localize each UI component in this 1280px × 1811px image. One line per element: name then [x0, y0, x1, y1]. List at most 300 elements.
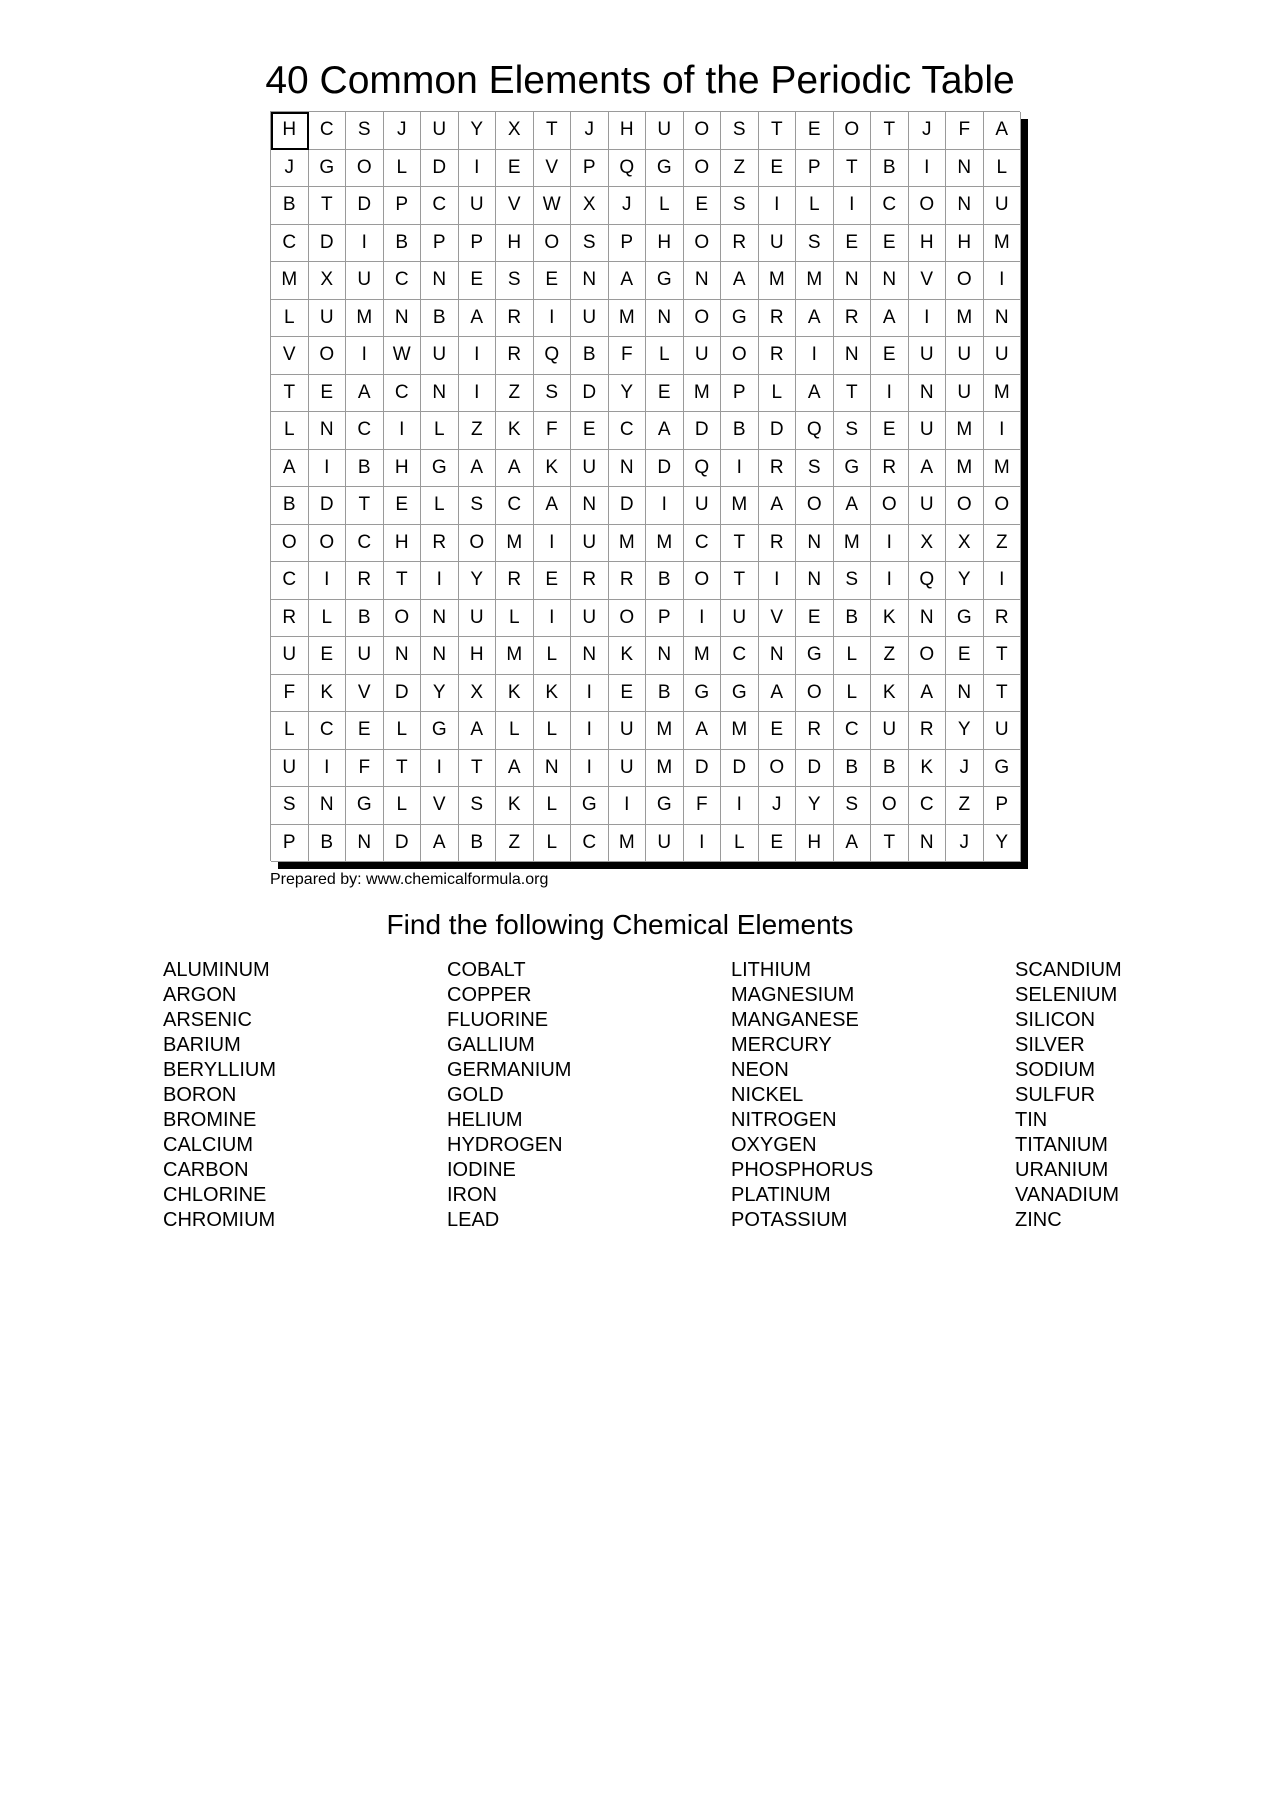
grid-cell[interactable]: M — [496, 525, 534, 563]
grid-cell[interactable]: L — [646, 187, 684, 225]
grid-cell[interactable]: G — [646, 262, 684, 300]
grid-cell[interactable]: A — [646, 412, 684, 450]
grid-cell[interactable]: L — [646, 337, 684, 375]
grid-cell[interactable]: F — [271, 675, 309, 713]
grid-cell[interactable]: U — [684, 487, 722, 525]
grid-cell[interactable]: S — [459, 787, 497, 825]
grid-cell[interactable]: H — [496, 225, 534, 263]
grid-cell[interactable]: Y — [946, 712, 984, 750]
grid-cell[interactable]: B — [459, 825, 497, 863]
grid-cell[interactable]: R — [421, 525, 459, 563]
grid-cell[interactable]: I — [534, 600, 572, 638]
grid-cell[interactable]: F — [609, 337, 647, 375]
grid-cell[interactable]: D — [646, 450, 684, 488]
grid-cell[interactable]: A — [496, 750, 534, 788]
grid-cell[interactable]: E — [609, 675, 647, 713]
grid-cell[interactable]: T — [759, 112, 797, 150]
grid-cell[interactable]: P — [384, 187, 422, 225]
grid-cell[interactable]: C — [834, 712, 872, 750]
grid-cell[interactable]: U — [271, 750, 309, 788]
grid-cell[interactable]: A — [496, 450, 534, 488]
grid-cell[interactable]: I — [346, 225, 384, 263]
grid-cell[interactable]: B — [834, 750, 872, 788]
grid-cell[interactable]: U — [571, 300, 609, 338]
grid-cell[interactable]: P — [609, 225, 647, 263]
grid-cell[interactable]: U — [609, 750, 647, 788]
grid-cell[interactable]: V — [421, 787, 459, 825]
grid-cell[interactable]: I — [534, 525, 572, 563]
grid-cell[interactable]: L — [534, 637, 572, 675]
grid-cell[interactable]: O — [721, 337, 759, 375]
grid-cell[interactable]: C — [684, 525, 722, 563]
grid-cell[interactable]: H — [384, 525, 422, 563]
grid-cell[interactable]: Y — [609, 375, 647, 413]
grid-cell[interactable]: L — [496, 600, 534, 638]
grid-cell[interactable]: N — [946, 187, 984, 225]
grid-cell[interactable]: P — [646, 600, 684, 638]
grid-cell[interactable]: P — [271, 825, 309, 863]
grid-cell[interactable]: J — [609, 187, 647, 225]
grid-cell[interactable]: D — [759, 412, 797, 450]
grid-cell[interactable]: G — [646, 150, 684, 188]
grid-cell[interactable]: D — [309, 225, 347, 263]
grid-cell[interactable]: V — [909, 262, 947, 300]
grid-cell[interactable]: J — [384, 112, 422, 150]
grid-cell[interactable]: G — [721, 675, 759, 713]
grid-cell[interactable]: C — [346, 525, 384, 563]
grid-cell[interactable]: C — [271, 562, 309, 600]
grid-cell[interactable]: D — [571, 375, 609, 413]
grid-cell[interactable]: O — [871, 787, 909, 825]
grid-cell[interactable]: T — [721, 562, 759, 600]
grid-cell[interactable]: V — [346, 675, 384, 713]
grid-cell[interactable]: J — [946, 750, 984, 788]
grid-cell[interactable]: C — [571, 825, 609, 863]
grid-cell[interactable]: L — [984, 150, 1022, 188]
grid-cell[interactable]: L — [421, 412, 459, 450]
grid-cell[interactable]: K — [496, 412, 534, 450]
grid-cell[interactable]: N — [571, 262, 609, 300]
grid-cell[interactable]: B — [834, 600, 872, 638]
grid-cell[interactable]: K — [309, 675, 347, 713]
grid-cell[interactable]: E — [496, 150, 534, 188]
grid-cell[interactable]: E — [871, 412, 909, 450]
grid-cell[interactable]: K — [909, 750, 947, 788]
grid-cell[interactable]: C — [309, 112, 347, 150]
grid-cell[interactable]: D — [384, 675, 422, 713]
grid-cell[interactable]: I — [834, 187, 872, 225]
grid-cell[interactable]: N — [571, 637, 609, 675]
grid-cell[interactable]: M — [946, 412, 984, 450]
grid-cell[interactable]: E — [759, 825, 797, 863]
grid-cell[interactable]: R — [496, 300, 534, 338]
grid-cell[interactable]: U — [571, 525, 609, 563]
grid-cell[interactable]: T — [834, 150, 872, 188]
grid-cell[interactable]: M — [721, 487, 759, 525]
grid-cell[interactable]: O — [796, 487, 834, 525]
grid-cell[interactable]: F — [346, 750, 384, 788]
grid-cell[interactable]: L — [796, 187, 834, 225]
grid-cell[interactable]: Z — [496, 375, 534, 413]
grid-cell[interactable]: N — [684, 262, 722, 300]
grid-cell[interactable]: E — [534, 262, 572, 300]
grid-cell[interactable]: A — [721, 262, 759, 300]
grid-cell[interactable]: D — [721, 750, 759, 788]
grid-cell[interactable]: P — [984, 787, 1022, 825]
grid-cell[interactable]: D — [346, 187, 384, 225]
grid-cell[interactable]: B — [309, 825, 347, 863]
grid-cell[interactable]: I — [309, 450, 347, 488]
grid-cell[interactable]: M — [496, 637, 534, 675]
grid-cell[interactable]: T — [834, 375, 872, 413]
grid-cell[interactable]: A — [909, 675, 947, 713]
grid-cell[interactable]: R — [571, 562, 609, 600]
grid-cell[interactable]: U — [459, 187, 497, 225]
grid-cell[interactable]: B — [646, 675, 684, 713]
grid-cell[interactable]: P — [721, 375, 759, 413]
grid-cell[interactable]: T — [721, 525, 759, 563]
grid-cell[interactable]: L — [534, 787, 572, 825]
grid-cell[interactable]: R — [834, 300, 872, 338]
grid-cell[interactable]: I — [871, 375, 909, 413]
grid-cell[interactable]: J — [946, 825, 984, 863]
grid-cell[interactable]: B — [871, 150, 909, 188]
grid-cell[interactable]: A — [834, 487, 872, 525]
grid-cell[interactable]: Z — [459, 412, 497, 450]
grid-cell[interactable]: O — [346, 150, 384, 188]
grid-cell[interactable]: T — [384, 562, 422, 600]
grid-cell[interactable]: A — [759, 675, 797, 713]
grid-cell[interactable]: N — [834, 262, 872, 300]
grid-cell[interactable]: T — [271, 375, 309, 413]
grid-cell[interactable]: P — [421, 225, 459, 263]
grid-cell[interactable]: R — [496, 562, 534, 600]
grid-cell[interactable]: I — [346, 337, 384, 375]
grid-cell[interactable]: O — [909, 187, 947, 225]
grid-cell[interactable]: S — [796, 450, 834, 488]
grid-cell[interactable]: W — [534, 187, 572, 225]
grid-cell[interactable]: M — [984, 450, 1022, 488]
grid-cell[interactable]: U — [459, 600, 497, 638]
grid-cell[interactable]: S — [721, 112, 759, 150]
grid-cell[interactable]: K — [496, 787, 534, 825]
grid-cell[interactable]: X — [946, 525, 984, 563]
grid-cell[interactable]: T — [309, 187, 347, 225]
grid-cell[interactable]: O — [871, 487, 909, 525]
grid-cell[interactable]: I — [871, 525, 909, 563]
grid-cell[interactable]: I — [871, 562, 909, 600]
grid-cell[interactable]: E — [646, 375, 684, 413]
grid-cell[interactable]: R — [984, 600, 1022, 638]
grid-cell[interactable]: Y — [421, 675, 459, 713]
grid-cell[interactable]: V — [534, 150, 572, 188]
grid-cell[interactable]: B — [384, 225, 422, 263]
grid-cell[interactable]: I — [459, 337, 497, 375]
grid-cell[interactable]: H — [646, 225, 684, 263]
grid-cell[interactable]: E — [571, 412, 609, 450]
grid-cell[interactable]: E — [796, 112, 834, 150]
grid-cell[interactable]: B — [721, 412, 759, 450]
grid-cell[interactable]: T — [871, 825, 909, 863]
grid-cell[interactable]: U — [346, 637, 384, 675]
grid-cell[interactable]: Z — [721, 150, 759, 188]
grid-cell[interactable]: C — [721, 637, 759, 675]
grid-cell[interactable]: I — [984, 562, 1022, 600]
grid-cell[interactable]: T — [871, 112, 909, 150]
grid-cell[interactable]: E — [534, 562, 572, 600]
grid-cell[interactable]: N — [421, 600, 459, 638]
grid-cell[interactable]: L — [271, 712, 309, 750]
grid-cell[interactable]: S — [834, 562, 872, 600]
grid-cell[interactable]: U — [984, 337, 1022, 375]
grid-cell[interactable]: O — [909, 637, 947, 675]
grid-cell[interactable]: O — [946, 262, 984, 300]
grid-cell[interactable]: M — [646, 712, 684, 750]
grid-cell[interactable]: E — [309, 375, 347, 413]
grid-cell[interactable]: A — [759, 487, 797, 525]
grid-cell[interactable]: A — [796, 375, 834, 413]
grid-cell[interactable]: K — [871, 675, 909, 713]
grid-cell[interactable]: O — [684, 112, 722, 150]
grid-cell[interactable]: K — [871, 600, 909, 638]
grid-cell[interactable]: E — [309, 637, 347, 675]
grid-cell[interactable]: N — [384, 300, 422, 338]
grid-cell[interactable]: V — [759, 600, 797, 638]
grid-cell[interactable]: O — [984, 487, 1022, 525]
grid-cell[interactable]: X — [909, 525, 947, 563]
grid-cell[interactable]: O — [684, 300, 722, 338]
grid-cell[interactable]: A — [871, 300, 909, 338]
grid-cell[interactable]: I — [571, 750, 609, 788]
grid-cell[interactable]: E — [946, 637, 984, 675]
grid-cell[interactable]: N — [646, 300, 684, 338]
grid-cell[interactable]: K — [534, 675, 572, 713]
grid-cell[interactable]: R — [909, 712, 947, 750]
grid-cell[interactable]: A — [421, 825, 459, 863]
grid-cell[interactable]: Y — [946, 562, 984, 600]
grid-cell[interactable]: A — [459, 712, 497, 750]
grid-cell[interactable]: I — [759, 187, 797, 225]
grid-cell[interactable]: M — [946, 300, 984, 338]
grid-cell[interactable]: I — [571, 712, 609, 750]
grid-cell[interactable]: M — [646, 525, 684, 563]
grid-cell[interactable]: D — [684, 750, 722, 788]
grid-cell[interactable]: R — [759, 337, 797, 375]
grid-cell[interactable]: R — [759, 450, 797, 488]
grid-cell[interactable]: H — [384, 450, 422, 488]
grid-cell[interactable]: U — [346, 262, 384, 300]
grid-cell[interactable]: Q — [534, 337, 572, 375]
grid-cell[interactable]: E — [346, 712, 384, 750]
grid-cell[interactable]: L — [834, 637, 872, 675]
grid-cell[interactable]: N — [984, 300, 1022, 338]
grid-cell[interactable]: I — [721, 450, 759, 488]
grid-cell[interactable]: R — [346, 562, 384, 600]
grid-cell[interactable]: K — [534, 450, 572, 488]
grid-cell[interactable]: A — [459, 450, 497, 488]
grid-cell[interactable]: R — [496, 337, 534, 375]
grid-cell[interactable]: B — [646, 562, 684, 600]
grid-cell[interactable]: I — [571, 675, 609, 713]
grid-cell[interactable]: B — [271, 487, 309, 525]
grid-cell[interactable]: G — [834, 450, 872, 488]
grid-cell[interactable]: U — [646, 112, 684, 150]
grid-cell[interactable]: U — [571, 450, 609, 488]
grid-cell[interactable]: R — [796, 712, 834, 750]
grid-cell[interactable]: N — [421, 637, 459, 675]
grid-cell[interactable]: D — [796, 750, 834, 788]
grid-cell[interactable]: M — [271, 262, 309, 300]
grid-cell[interactable]: F — [946, 112, 984, 150]
grid-cell[interactable]: U — [721, 600, 759, 638]
grid-cell[interactable]: M — [721, 712, 759, 750]
grid-cell[interactable]: Z — [984, 525, 1022, 563]
grid-cell[interactable]: W — [384, 337, 422, 375]
grid-cell[interactable]: Z — [496, 825, 534, 863]
grid-cell[interactable]: Q — [609, 150, 647, 188]
grid-cell[interactable]: U — [571, 600, 609, 638]
grid-cell[interactable]: M — [796, 262, 834, 300]
grid-cell[interactable]: H — [609, 112, 647, 150]
grid-cell[interactable]: G — [721, 300, 759, 338]
grid-cell[interactable]: O — [946, 487, 984, 525]
grid-cell[interactable]: O — [459, 525, 497, 563]
grid-cell[interactable]: R — [609, 562, 647, 600]
grid-cell[interactable]: A — [796, 300, 834, 338]
grid-cell[interactable]: E — [834, 225, 872, 263]
grid-cell[interactable]: M — [646, 750, 684, 788]
grid-cell[interactable]: X — [571, 187, 609, 225]
grid-cell[interactable]: X — [459, 675, 497, 713]
grid-cell[interactable]: U — [421, 112, 459, 150]
grid-cell[interactable]: I — [459, 150, 497, 188]
grid-cell[interactable]: G — [984, 750, 1022, 788]
grid-cell[interactable]: E — [871, 337, 909, 375]
grid-cell[interactable]: N — [384, 637, 422, 675]
grid-cell[interactable]: A — [834, 825, 872, 863]
grid-cell[interactable]: H — [909, 225, 947, 263]
grid-cell[interactable]: L — [384, 787, 422, 825]
grid-cell[interactable]: I — [309, 562, 347, 600]
grid-cell[interactable]: N — [534, 750, 572, 788]
grid-cell[interactable]: F — [684, 787, 722, 825]
grid-cell[interactable]: V — [496, 187, 534, 225]
grid-cell[interactable]: I — [684, 600, 722, 638]
grid-cell[interactable]: S — [834, 412, 872, 450]
grid-cell[interactable]: T — [346, 487, 384, 525]
grid-cell[interactable]: U — [909, 487, 947, 525]
grid-cell[interactable]: S — [796, 225, 834, 263]
grid-cell[interactable]: R — [759, 525, 797, 563]
grid-cell[interactable]: H — [271, 112, 309, 150]
grid-cell[interactable]: R — [271, 600, 309, 638]
grid-cell[interactable]: M — [759, 262, 797, 300]
grid-cell[interactable]: I — [534, 300, 572, 338]
grid-cell[interactable]: N — [946, 150, 984, 188]
grid-cell[interactable]: S — [721, 187, 759, 225]
grid-cell[interactable]: M — [346, 300, 384, 338]
grid-cell[interactable]: M — [684, 375, 722, 413]
grid-cell[interactable]: E — [796, 600, 834, 638]
grid-cell[interactable]: N — [646, 637, 684, 675]
grid-cell[interactable]: E — [384, 487, 422, 525]
grid-cell[interactable]: N — [796, 525, 834, 563]
grid-cell[interactable]: M — [834, 525, 872, 563]
grid-cell[interactable]: N — [421, 262, 459, 300]
grid-cell[interactable]: N — [796, 562, 834, 600]
grid-cell[interactable]: X — [496, 112, 534, 150]
grid-cell[interactable]: E — [459, 262, 497, 300]
grid-cell[interactable]: D — [384, 825, 422, 863]
grid-cell[interactable]: G — [421, 712, 459, 750]
grid-cell[interactable]: O — [796, 675, 834, 713]
grid-cell[interactable]: G — [946, 600, 984, 638]
grid-cell[interactable]: N — [909, 600, 947, 638]
grid-cell[interactable]: X — [309, 262, 347, 300]
grid-cell[interactable]: A — [346, 375, 384, 413]
grid-cell[interactable]: V — [271, 337, 309, 375]
grid-cell[interactable]: D — [684, 412, 722, 450]
grid-cell[interactable]: R — [721, 225, 759, 263]
grid-cell[interactable]: S — [496, 262, 534, 300]
grid-cell[interactable]: D — [421, 150, 459, 188]
grid-cell[interactable]: R — [759, 300, 797, 338]
grid-cell[interactable]: I — [684, 825, 722, 863]
grid-cell[interactable]: G — [796, 637, 834, 675]
grid-cell[interactable]: Y — [796, 787, 834, 825]
grid-cell[interactable]: F — [534, 412, 572, 450]
grid-cell[interactable]: Z — [871, 637, 909, 675]
grid-cell[interactable]: O — [534, 225, 572, 263]
grid-cell[interactable]: Y — [984, 825, 1022, 863]
grid-cell[interactable]: I — [384, 412, 422, 450]
grid-cell[interactable]: U — [946, 375, 984, 413]
grid-cell[interactable]: U — [271, 637, 309, 675]
grid-cell[interactable]: A — [534, 487, 572, 525]
grid-cell[interactable]: M — [684, 637, 722, 675]
grid-cell[interactable]: O — [309, 525, 347, 563]
grid-cell[interactable]: L — [496, 712, 534, 750]
grid-cell[interactable]: O — [759, 750, 797, 788]
grid-cell[interactable]: C — [421, 187, 459, 225]
grid-cell[interactable]: S — [834, 787, 872, 825]
grid-cell[interactable]: I — [646, 487, 684, 525]
grid-cell[interactable]: C — [384, 262, 422, 300]
grid-cell[interactable]: B — [421, 300, 459, 338]
grid-cell[interactable]: I — [721, 787, 759, 825]
grid-cell[interactable]: N — [834, 337, 872, 375]
grid-cell[interactable]: I — [796, 337, 834, 375]
grid-cell[interactable]: C — [271, 225, 309, 263]
grid-cell[interactable]: U — [609, 712, 647, 750]
grid-cell[interactable]: T — [384, 750, 422, 788]
grid-cell[interactable]: G — [309, 150, 347, 188]
grid-cell[interactable]: N — [346, 825, 384, 863]
grid-cell[interactable]: L — [271, 300, 309, 338]
grid-cell[interactable]: N — [909, 825, 947, 863]
grid-cell[interactable]: N — [609, 450, 647, 488]
grid-cell[interactable]: L — [309, 600, 347, 638]
grid-cell[interactable]: L — [834, 675, 872, 713]
grid-cell[interactable]: I — [984, 262, 1022, 300]
grid-cell[interactable]: B — [346, 450, 384, 488]
grid-cell[interactable]: O — [684, 225, 722, 263]
grid-cell[interactable]: U — [984, 187, 1022, 225]
grid-cell[interactable]: B — [271, 187, 309, 225]
grid-cell[interactable]: D — [609, 487, 647, 525]
grid-cell[interactable]: S — [459, 487, 497, 525]
grid-cell[interactable]: T — [459, 750, 497, 788]
